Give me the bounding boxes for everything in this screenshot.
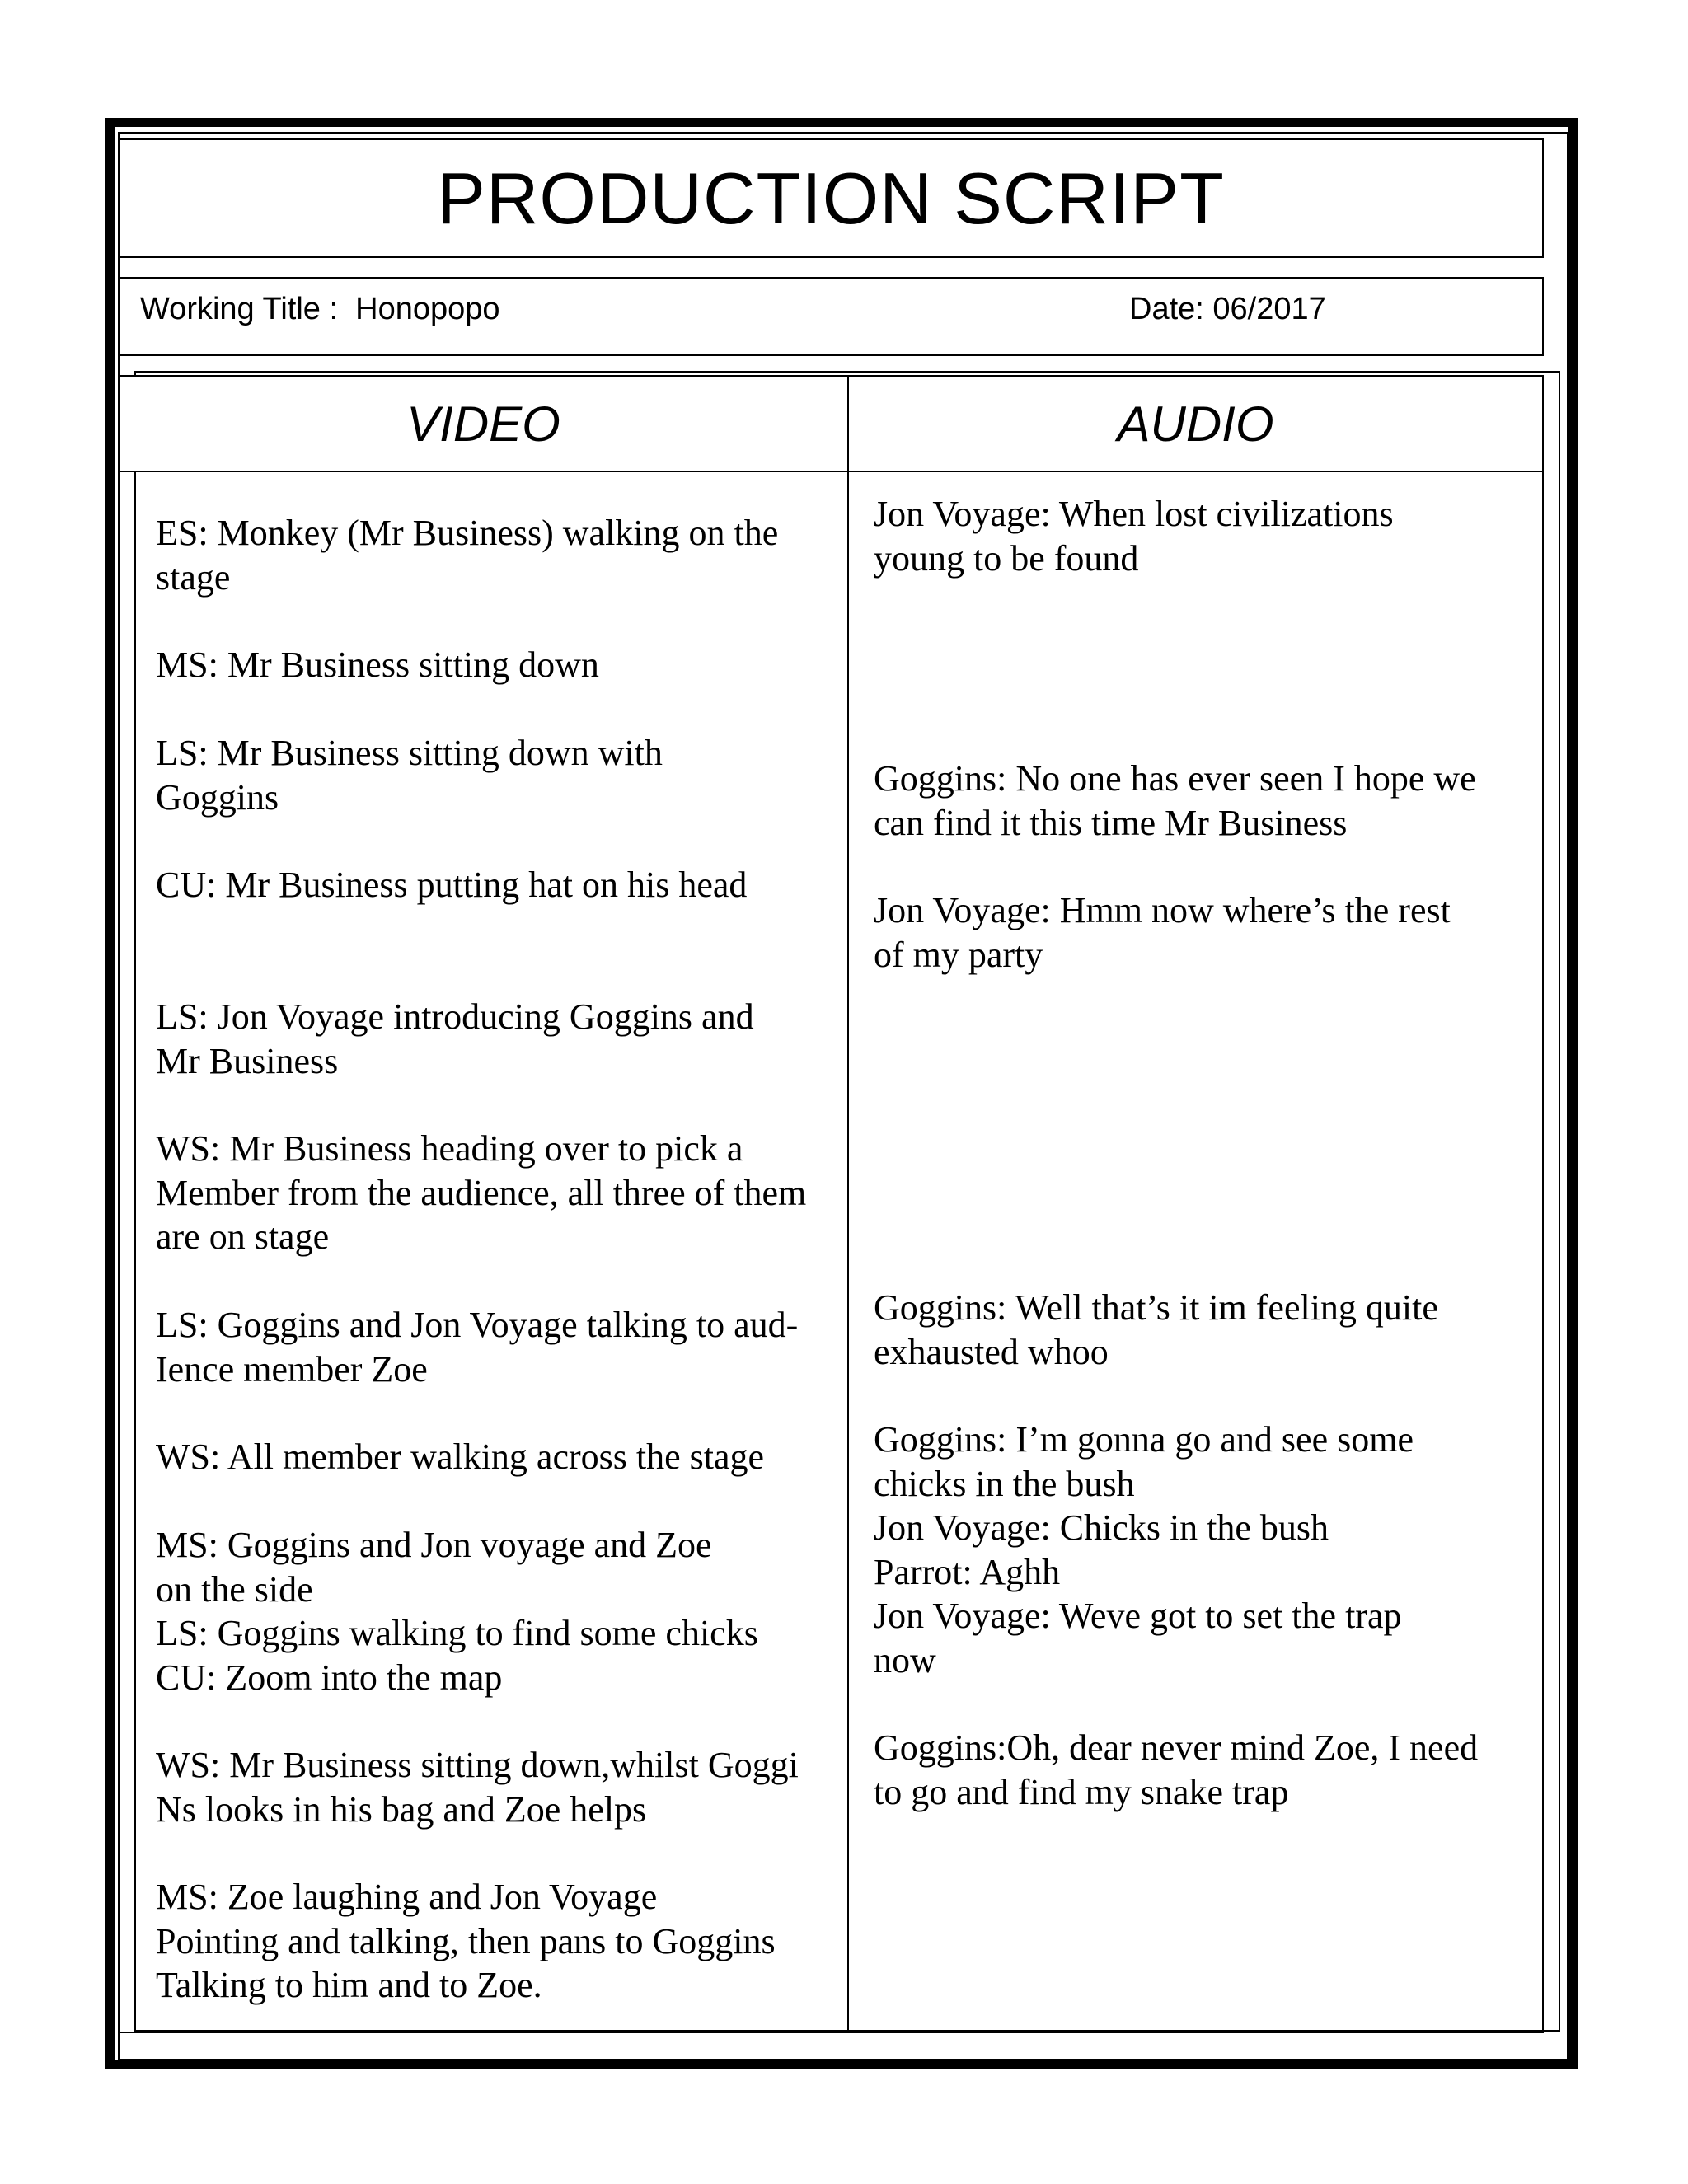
info-bar (118, 277, 1544, 356)
video-entry: WS: Mr Business sitting down,whilst Goggi Ns looks in his bag and Zoe helps (156, 1745, 799, 1830)
table-left-rule (134, 472, 136, 2032)
audio-entry: Goggins: Well that’s it im feeling quite exhausted whoo (874, 1287, 1438, 1372)
date-field: Date: 06/2017 (1129, 292, 1326, 326)
video-entry: LS: Mr Business sitting down with Goggins (156, 733, 663, 818)
audio-entry: Goggins:Oh, dear never mind Zoe, I need to go and find my snake trap (874, 1727, 1479, 1812)
video-entry: ES: Monkey (Mr Business) walking on the stage (156, 513, 779, 598)
working-title: Working Title : Honopopo (140, 292, 500, 326)
video-entry: MS: Mr Business sitting down (156, 644, 599, 685)
page-title: PRODUCTION SCRIPT (437, 157, 1225, 239)
video-entry: MS: Zoe laughing and Jon Voyage Pointing and talking, then pans to Goggins Talking to him and to Zoe. (156, 1877, 776, 2005)
video-entry: LS: Goggins and Jon Voyage talking to aud- Ience member Zoe (156, 1305, 799, 1390)
title-box (118, 138, 1544, 258)
audio-column-header: AUDIO (1117, 396, 1274, 452)
audio-entry: Goggins: I’m gonna go and see some chicks in the bush Jon Voyage: Chicks in the bush Parrot: Aghh Jon Voyage: Weve got to set the trap now (874, 1419, 1414, 1680)
video-column-header: VIDEO (120, 377, 849, 471)
video-entry: CU: Mr Business putting hat on his head (156, 865, 748, 905)
audio-entry: Goggins: No one has ever seen I hope we can find it this time Mr Business (874, 758, 1476, 843)
video-entry: WS: All member walking across the stage (156, 1436, 765, 1477)
audio-entry: Jon Voyage: Hmm now where’s the rest of my party (874, 890, 1451, 975)
table-header-row (118, 375, 1544, 472)
audio-entry: Jon Voyage: When lost civilizations young to be found (874, 494, 1394, 579)
video-entry: WS: Mr Business heading over to pick a Member from the audience, all three of them are on stage (156, 1128, 807, 1257)
video-entry: LS: Jon Voyage introducing Goggins and Mr Business (156, 996, 754, 1081)
video-entry: MS: Goggins and Jon voyage and Zoe on the side LS: Goggins walking to find some chicks CU: Zoom into the map (156, 1525, 758, 1698)
